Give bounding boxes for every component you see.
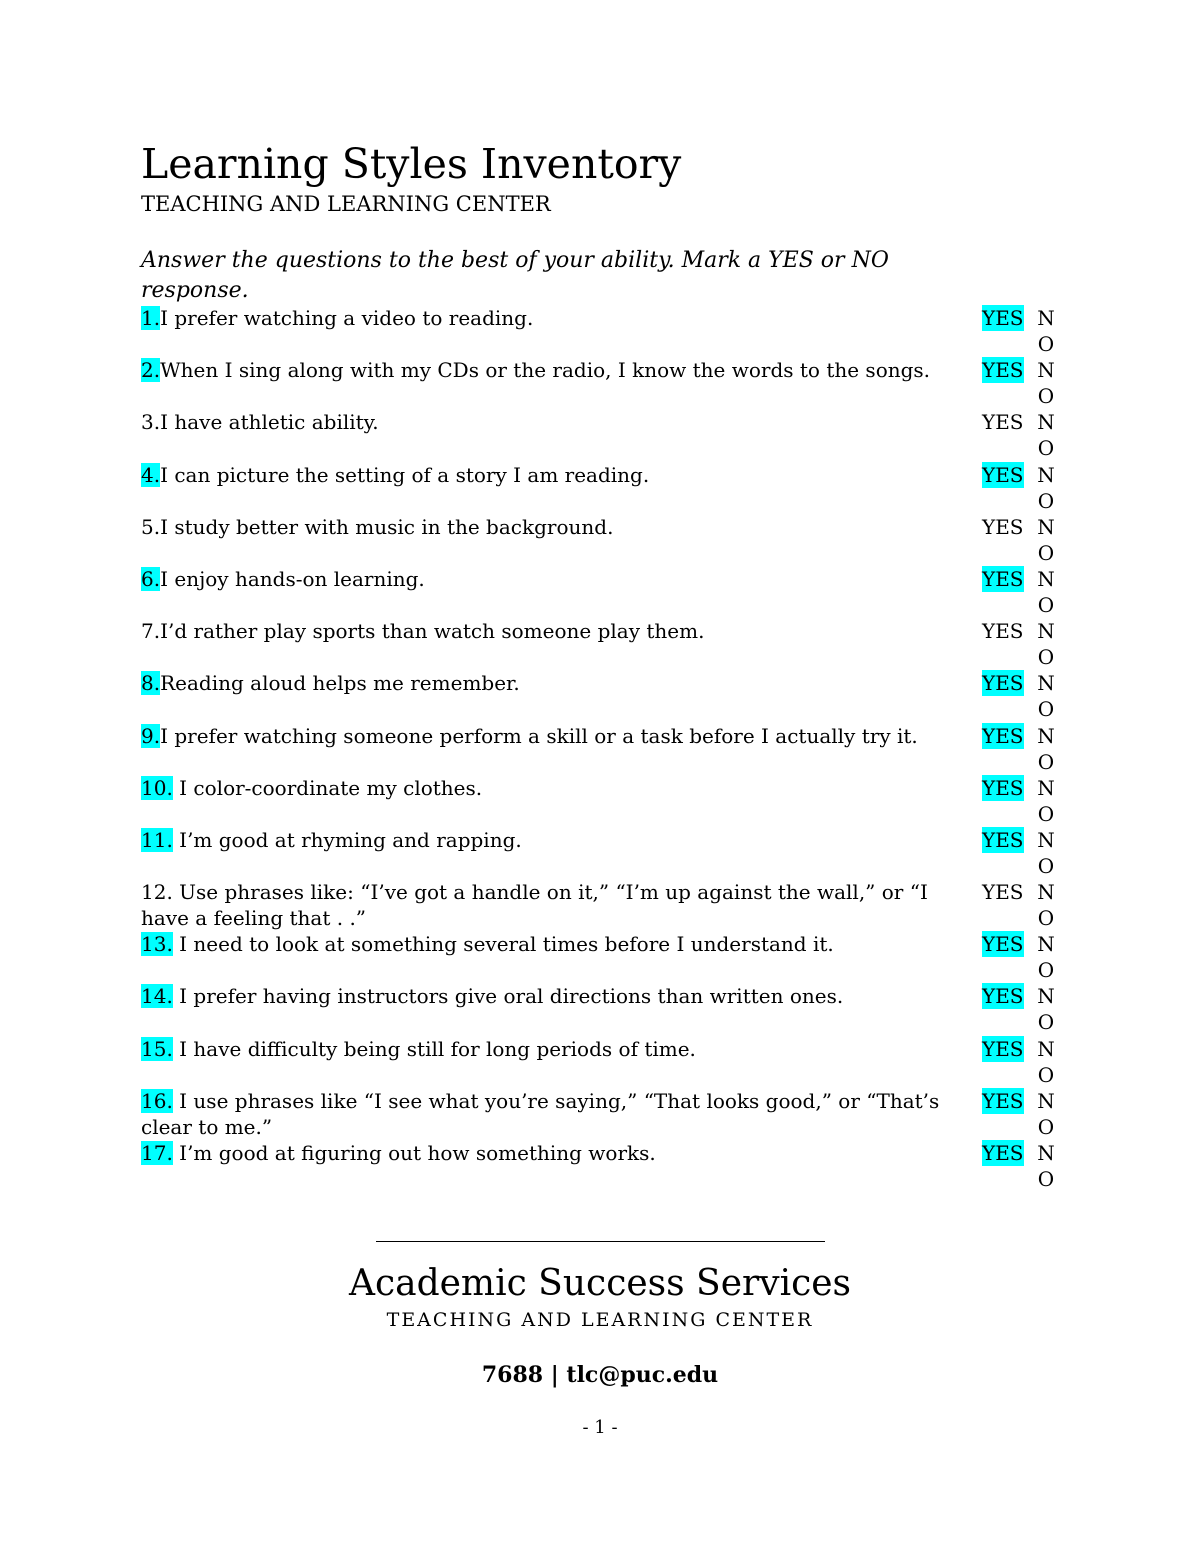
question-text: I enjoy hands-on learning.: [160, 566, 425, 591]
question-number: 12.: [141, 880, 173, 905]
question-item: [141, 1036, 1061, 1088]
question-text: I color-coordinate my clothes.: [172, 775, 483, 800]
no-option-letter-o: O: [1037, 592, 1055, 617]
footer-contact: 7688 | tlc@puc.edu: [481, 1362, 719, 1388]
question-text: I’m good at rhyming and rapping.: [172, 827, 522, 852]
no-option[interactable]: [1036, 983, 1056, 1035]
question-item: [141, 931, 1061, 983]
no-option-letter-o: O: [1037, 645, 1055, 670]
yes-option[interactable]: YES: [982, 775, 1024, 800]
question-text-block: [141, 409, 977, 435]
question-text: I have difficulty being still for long periods of time.: [172, 1036, 696, 1061]
question-text: I’m good at figuring out how something works.: [172, 1141, 656, 1165]
question-item: [141, 514, 1061, 566]
no-option-letter-o: O: [1037, 488, 1055, 513]
question-text: I use phrases like “I see what you’re saying,” “That looks good,” or “That’s clear to me.”: [141, 1088, 940, 1139]
no-option[interactable]: [1036, 723, 1056, 775]
footer-divider: [376, 1241, 825, 1242]
question-number: 6.: [141, 566, 161, 591]
no-option[interactable]: [1036, 1140, 1056, 1192]
no-option-letter-o: O: [1037, 1010, 1055, 1035]
no-option-letter-o: O: [1037, 958, 1055, 983]
question-text-block: [141, 670, 977, 696]
yes-option[interactable]: YES: [982, 306, 1024, 330]
no-option[interactable]: [1036, 879, 1056, 931]
question-text-block: [141, 357, 977, 383]
no-option[interactable]: [1036, 357, 1056, 409]
no-option[interactable]: [1036, 1088, 1056, 1140]
question-number: 8.: [141, 671, 161, 696]
page-number: - 1 -: [582, 1417, 618, 1438]
yes-option[interactable]: YES: [982, 619, 1024, 644]
no-option-letter-o: O: [1037, 1114, 1055, 1139]
no-option[interactable]: [1036, 827, 1056, 879]
no-option[interactable]: [1036, 618, 1056, 670]
no-option-letter-o: O: [1037, 332, 1055, 356]
question-text-block: [141, 305, 977, 331]
no-option-letter-n: N: [1037, 1088, 1055, 1113]
instructions-text: Answer the questions to the best of your ability. Mark a YES or NO response.: [141, 248, 889, 303]
yes-option[interactable]: YES: [982, 1036, 1024, 1061]
no-option[interactable]: [1036, 514, 1056, 566]
yes-option[interactable]: YES: [982, 410, 1024, 435]
question-number: 10.: [141, 775, 173, 800]
no-option[interactable]: [1036, 1036, 1056, 1088]
question-item: [141, 879, 1061, 931]
question-item: [141, 566, 1061, 618]
no-option-letter-o: O: [1037, 384, 1055, 409]
question-number: 2.: [141, 358, 161, 383]
no-option-letter-n: N: [1037, 880, 1055, 905]
no-option[interactable]: [1036, 775, 1056, 827]
question-text: I need to look at something several times before I understand it.: [172, 932, 834, 957]
no-option-letter-n: N: [1037, 358, 1055, 383]
no-option-letter-n: N: [1037, 671, 1055, 696]
question-text: I can picture the setting of a story I am reading.: [160, 462, 650, 487]
question-item: [141, 827, 1061, 879]
yes-option[interactable]: YES: [982, 1088, 1024, 1113]
question-text: I prefer watching a video to reading.: [160, 306, 534, 330]
no-option-letter-o: O: [1037, 1167, 1055, 1191]
yes-option[interactable]: YES: [982, 671, 1024, 696]
footer-subtitle: TEACHING AND LEARNING CENTER: [386, 1309, 814, 1331]
question-item: [141, 357, 1061, 409]
no-option-letter-n: N: [1037, 566, 1055, 591]
no-option-letter-n: N: [1037, 723, 1055, 748]
question-text-block: [141, 1140, 977, 1166]
no-option-letter-n: N: [1037, 462, 1055, 487]
no-option-letter-o: O: [1037, 749, 1055, 774]
no-option-letter-o: O: [1037, 906, 1055, 931]
no-option-letter-n: N: [1037, 984, 1055, 1009]
question-text-block: [141, 879, 977, 931]
no-option[interactable]: [1036, 670, 1056, 722]
question-number: 11.: [141, 827, 173, 852]
yes-option[interactable]: YES: [982, 1141, 1024, 1165]
no-option-letter-o: O: [1037, 540, 1055, 565]
no-option-letter-n: N: [1037, 775, 1055, 800]
question-text-block: [141, 618, 977, 644]
question-item: [141, 409, 1061, 461]
yes-option[interactable]: YES: [982, 932, 1024, 957]
question-text-block: [141, 931, 977, 957]
question-item: [141, 670, 1061, 722]
question-item: [141, 618, 1061, 670]
no-option-letter-n: N: [1037, 932, 1055, 957]
yes-option[interactable]: YES: [982, 566, 1024, 591]
page-title: Learning Styles Inventory: [141, 140, 682, 188]
question-text: Use phrases like: “I’ve got a handle on it,” “I’m up against the wall,” or “I have a feeling that . .”: [141, 880, 928, 931]
question-number: 9.: [141, 723, 161, 748]
question-text-block: [141, 462, 977, 488]
question-text: Reading aloud helps me remember.: [160, 671, 520, 696]
yes-option[interactable]: YES: [982, 514, 1024, 539]
question-text: I prefer watching someone perform a skill or a task before I actually try it.: [160, 723, 918, 748]
question-text-block: [141, 566, 977, 592]
question-number: 13.: [141, 932, 173, 957]
question-item: [141, 305, 1061, 357]
yes-option[interactable]: YES: [982, 880, 1024, 905]
question-text-block: [141, 775, 977, 801]
question-text-block: [141, 514, 977, 540]
no-option-letter-n: N: [1037, 619, 1055, 644]
question-text-block: [141, 827, 977, 853]
no-option[interactable]: [1036, 305, 1056, 357]
no-option-letter-n: N: [1037, 410, 1055, 435]
no-option-letter-n: N: [1037, 514, 1055, 539]
no-option-letter-o: O: [1037, 801, 1055, 826]
page-subtitle: TEACHING AND LEARNING CENTER: [141, 192, 551, 216]
question-item: [141, 1088, 1061, 1140]
no-option-letter-o: O: [1037, 853, 1055, 878]
yes-option[interactable]: YES: [982, 827, 1024, 852]
question-text: I prefer having instructors give oral directions than written ones.: [172, 984, 844, 1009]
question-number: 17.: [141, 1141, 173, 1165]
no-option-letter-n: N: [1037, 306, 1055, 330]
question-number: 4.: [141, 462, 161, 487]
question-item: [141, 983, 1061, 1035]
question-item: [141, 723, 1061, 775]
question-number: 16.: [141, 1088, 173, 1113]
no-option-letter-n: N: [1037, 1036, 1055, 1061]
question-item: [141, 1140, 1061, 1192]
no-option-letter-o: O: [1037, 1062, 1055, 1087]
no-option[interactable]: [1036, 931, 1056, 983]
no-option-letter-o: O: [1037, 697, 1055, 722]
no-option-letter-n: N: [1037, 1141, 1055, 1165]
yes-option[interactable]: YES: [982, 358, 1024, 383]
question-number: 15.: [141, 1036, 173, 1061]
footer-title: Academic Success Services: [348, 1263, 852, 1304]
question-text-block: [141, 1088, 977, 1140]
question-list: [141, 305, 1061, 1192]
question-text-block: [141, 723, 977, 749]
question-text: I have athletic ability.: [160, 410, 379, 435]
question-text-block: [141, 983, 977, 1009]
yes-option[interactable]: YES: [982, 984, 1024, 1009]
question-text: I study better with music in the background.: [160, 514, 614, 539]
question-text: When I sing along with my CDs or the radio, I know the words to the songs.: [160, 358, 931, 383]
no-option[interactable]: [1036, 566, 1056, 618]
yes-option[interactable]: YES: [982, 462, 1024, 487]
question-number: 7.: [141, 619, 161, 644]
question-number: 14.: [141, 984, 173, 1009]
question-text: I’d rather play sports than watch someone play them.: [160, 619, 705, 644]
question-number: 1.: [141, 306, 161, 330]
yes-option[interactable]: YES: [982, 723, 1024, 748]
question-item: [141, 775, 1061, 827]
no-option-letter-n: N: [1037, 827, 1055, 852]
question-item: [141, 462, 1061, 514]
no-option[interactable]: [1036, 462, 1056, 514]
question-number: 3.: [141, 410, 161, 435]
no-option-letter-o: O: [1037, 436, 1055, 461]
question-number: 5.: [141, 514, 161, 539]
no-option[interactable]: [1036, 409, 1056, 461]
question-text-block: [141, 1036, 977, 1062]
